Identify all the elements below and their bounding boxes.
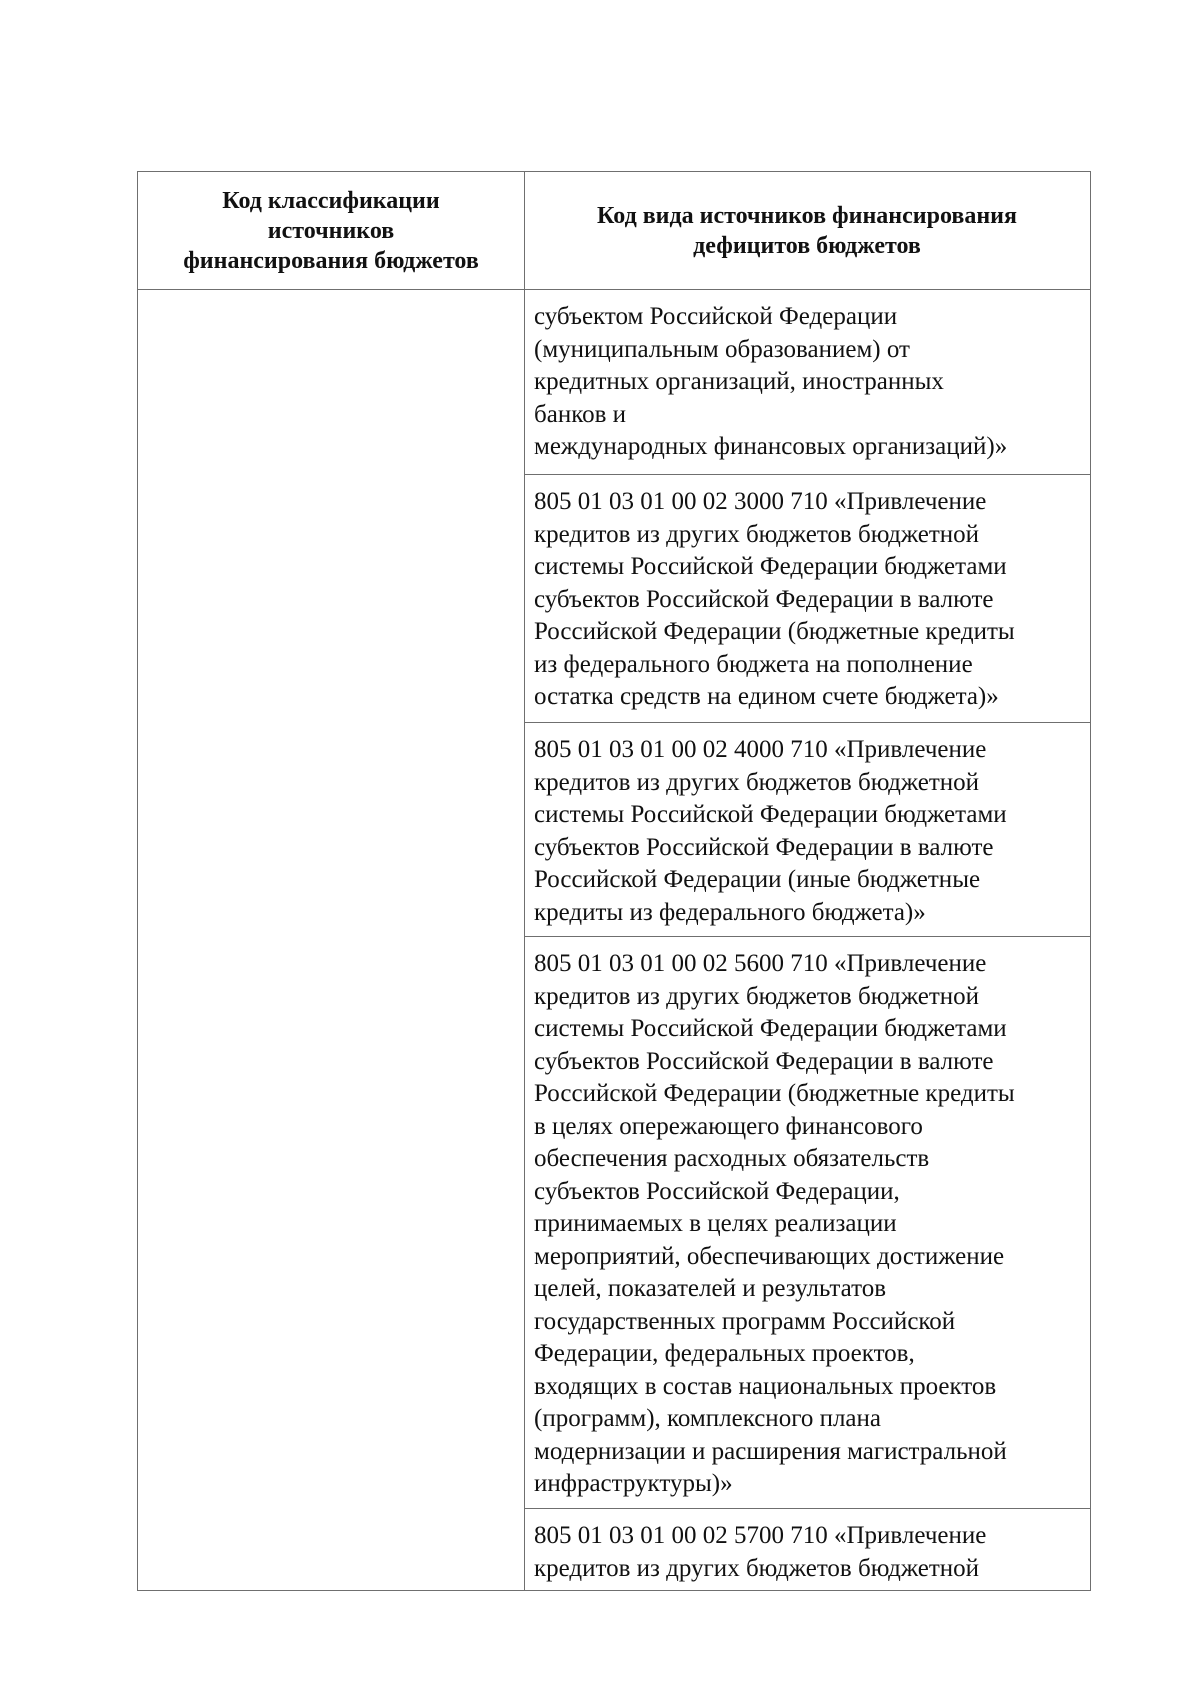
- classification-table: [137, 171, 1091, 1591]
- header-source-type-code: [524, 172, 1090, 290]
- table-row: 805 01 03 01 00 02 5600 710 «Привлечение кредитов из других бюджетов бюджетной системы Российской Федерации бюджетами субъектов Российской Федерации в валюте Российской Федерации (бюджетные кредиты в целях опережающего финансового обеспечения расходных обязательств субъектов Российской Федерации, принимаемых в целях реализации мероприятий, обеспечивающих достижение целей, показателей и результатов государственных программ Российской Федерации, федеральных проектов, входящих в состав национальных проектов (программ), комплексного плана модернизации и расширения магистральной инфраструктуры)»: [525, 937, 1090, 1509]
- table-row: 805 01 03 01 00 02 4000 710 «Привлечение кредитов из других бюджетов бюджетной системы Российской Федерации бюджетами субъектов Российской Федерации в валюте Российской Федерации (иные бюджетные кредиты из федерального бюджета)»: [525, 723, 1090, 937]
- header-left-label: Код классификации источников финансирования бюджетов: [183, 188, 479, 274]
- header-right-label: Код вида источников финансирования дефицитов бюджетов: [597, 203, 1017, 259]
- table-body: [525, 290, 1090, 1590]
- table-row: 805 01 03 01 00 02 5700 710 «Привлечение кредитов из других бюджетов бюджетной: [534, 1522, 987, 1582]
- table-header-row: [138, 172, 1090, 290]
- table-row: 805 01 03 01 00 02 3000 710 «Привлечение кредитов из других бюджетов бюджетной системы Российской Федерации бюджетами субъектов Российской Федерации в валюте Российской Федерации (бюджетные кредиты из федерального бюджета на пополнение остатка средств на едином счете бюджета)»: [525, 475, 1090, 723]
- table-row: субъектом Российской Федерации (муниципальным образованием) от кредитных организаций, иностранных банков и международных финансовых организаций)»: [525, 290, 1090, 475]
- header-classification-code: [138, 172, 524, 290]
